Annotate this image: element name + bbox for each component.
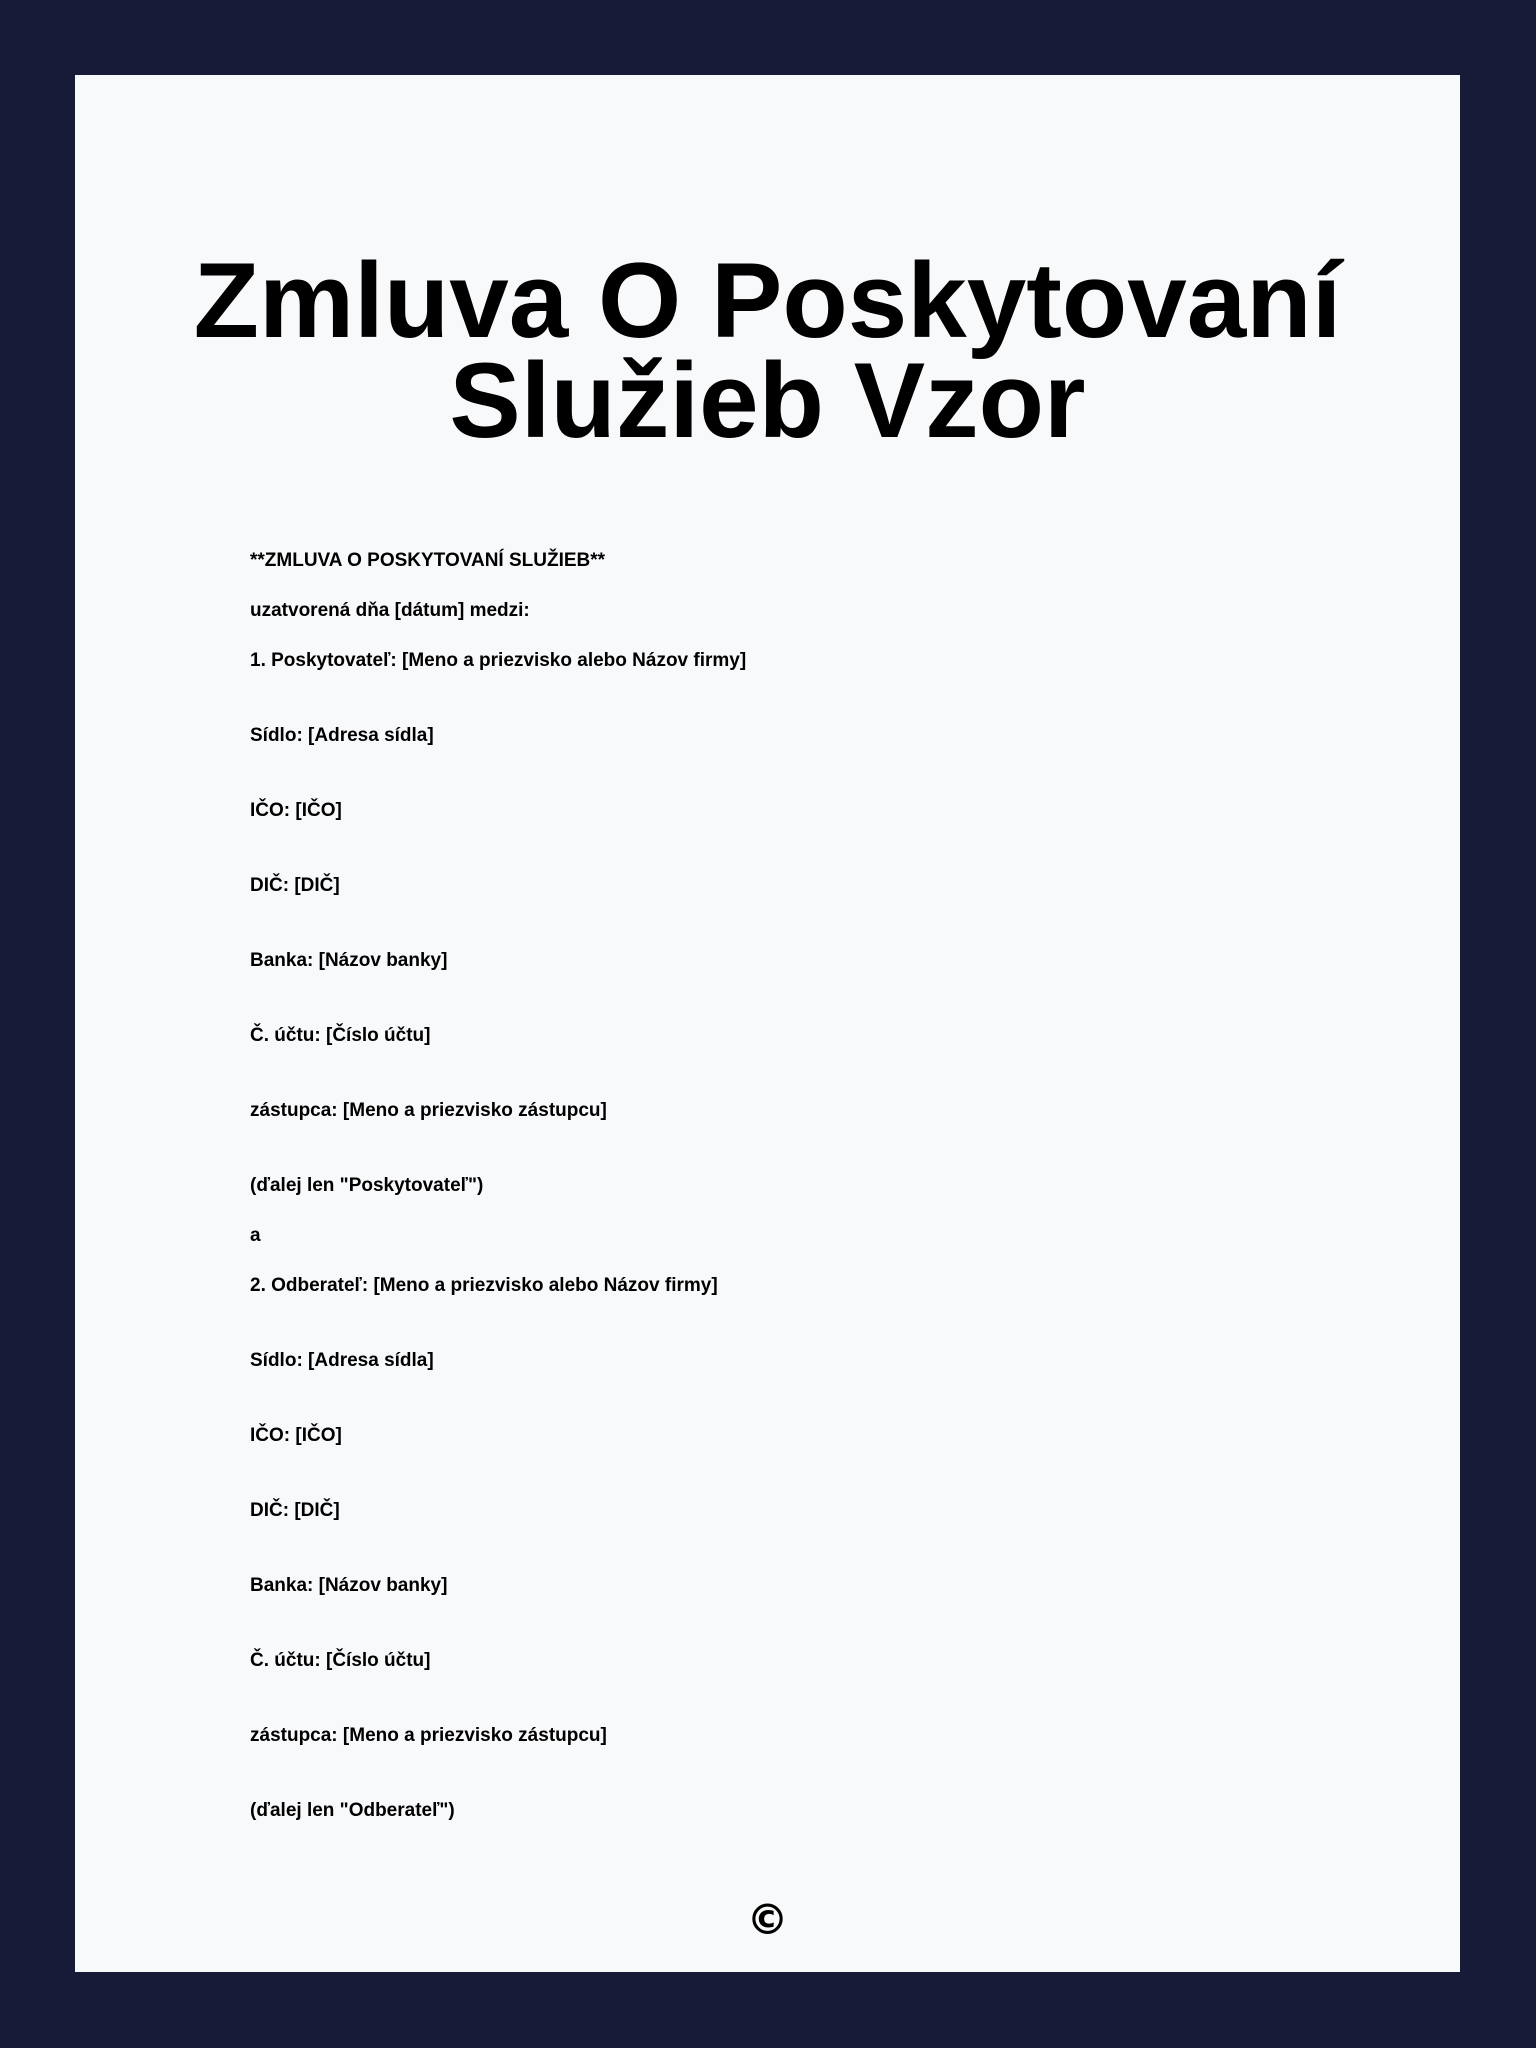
provider-seat-line: Sídlo: [Adresa sídla] [250,725,434,746]
customer-representative-line: zástupca: [Meno a priezvisko zástupcu] [250,1725,607,1746]
title-line-1: Zmluva O Poskytovaní [193,240,1342,360]
customer-bank-line: Banka: [Názov banky] [250,1575,448,1596]
customer-name-line: 2. Odberateľ: [Meno a priezvisko alebo Názov firmy] [250,1275,718,1296]
provider-account-line: Č. účtu: [Číslo účtu] [250,1025,431,1046]
customer-account-line: Č. účtu: [Číslo účtu] [250,1650,431,1671]
provider-alias-line: (ďalej len "Poskytovateľ") [250,1175,484,1196]
contract-heading: **ZMLUVA O POSKYTOVANÍ SLUŽIEB** [250,550,606,571]
provider-dic-line: DIČ: [DIČ] [250,875,340,896]
copyright-icon: © [746,1895,789,1944]
document-title [75,240,1460,460]
contract-date-line: uzatvorená dňa [dátum] medzi: [250,600,530,621]
document-page [75,75,1460,1972]
provider-bank-line: Banka: [Názov banky] [250,950,448,971]
customer-alias-line: (ďalej len "Odberateľ") [250,1800,455,1821]
conjunction-line: a [250,1225,261,1246]
provider-ico-line: IČO: [IČO] [250,800,342,821]
customer-dic-line: DIČ: [DIČ] [250,1500,340,1521]
provider-representative-line: zástupca: [Meno a priezvisko zástupcu] [250,1100,607,1121]
customer-seat-line: Sídlo: [Adresa sídla] [250,1350,434,1371]
provider-name-line: 1. Poskytovateľ: [Meno a priezvisko alebo Názov firmy] [250,650,747,671]
customer-ico-line: IČO: [IČO] [250,1425,342,1446]
title-line-2: Služieb Vzor [449,340,1086,460]
